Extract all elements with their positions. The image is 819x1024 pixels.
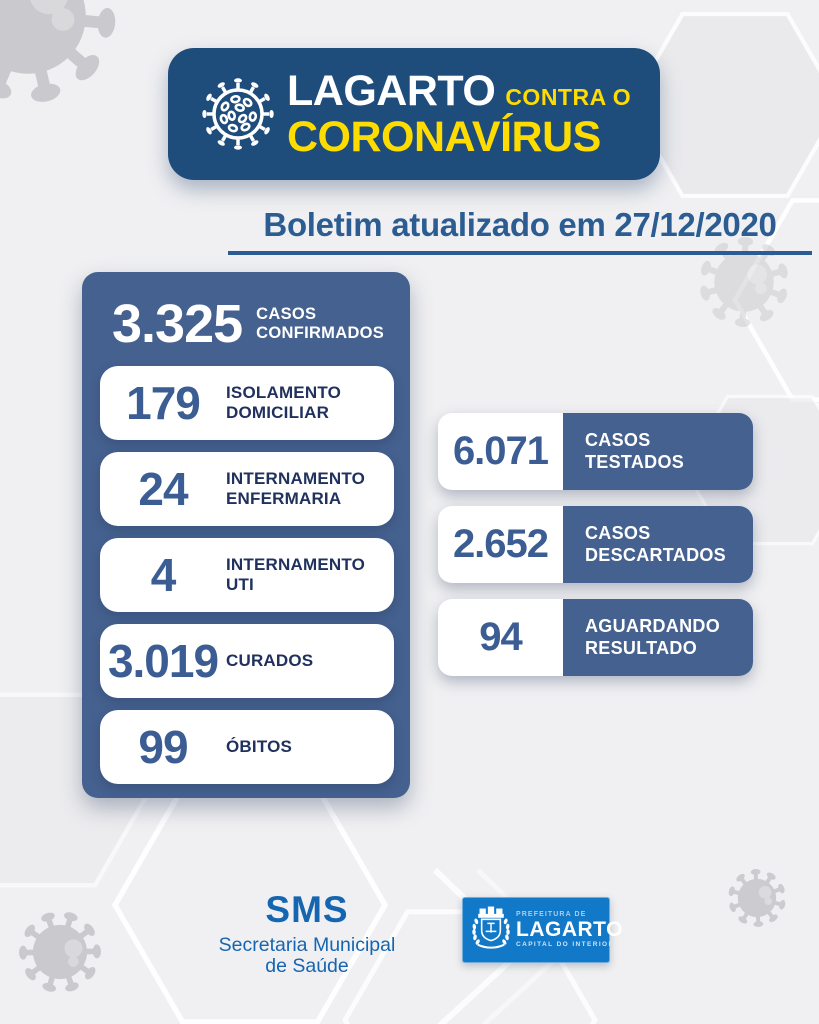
- panel-headline: [112, 292, 394, 356]
- stat-card-enfermaria: [100, 452, 394, 526]
- stat-value: 24: [138, 463, 188, 515]
- banner-titles: [287, 66, 632, 161]
- side-label: CASOS DESCARTADOS: [585, 522, 726, 565]
- side-label-wrap: [563, 506, 753, 583]
- banner-title-suffix: CONTRA O: [505, 83, 632, 110]
- sms-acronym: SMS: [265, 889, 349, 930]
- prefeitura-lagarto-logo: [462, 897, 623, 963]
- bulletin-date-heading: Boletim atualizado em 27/12/2020: [228, 206, 812, 255]
- stat-value: 3.019: [107, 635, 219, 687]
- side-card-testados: [438, 413, 753, 490]
- stat-card-uti: [100, 538, 394, 612]
- stat-label: ISOLAMENTO DOMICILIAR: [226, 382, 342, 422]
- stat-value: 4: [150, 549, 176, 601]
- stat-card-isolamento: [100, 366, 394, 440]
- stat-label: INTERNAMENTO UTI: [226, 554, 366, 594]
- side-cards: [438, 413, 753, 676]
- side-value: 2.652: [452, 522, 549, 566]
- confirmed-cases-panel: [82, 272, 410, 798]
- sms-line2: de Saúde: [265, 954, 349, 977]
- banner-title-line2: CORONAVÍRUS: [287, 112, 601, 161]
- side-value: 94: [479, 615, 522, 659]
- confirmed-cases-label: CASOS CONFIRMADOS: [256, 304, 385, 342]
- panel-cards: [82, 366, 410, 784]
- side-value: 6.071: [452, 429, 549, 473]
- confirmed-cases-value: 3.325: [112, 294, 243, 354]
- stat-label: CURADOS: [226, 650, 314, 670]
- stat-value: 179: [126, 377, 200, 429]
- side-card-descartados: [438, 506, 753, 583]
- banner-title-main: LAGARTO: [287, 66, 496, 115]
- sms-signature: [187, 891, 427, 976]
- stat-label: ÓBITOS: [226, 736, 293, 756]
- lagarto-coat-of-arms-icon: [471, 904, 511, 956]
- virus-icon: [196, 72, 280, 156]
- prefeitura-name: LAGARTO: [516, 918, 623, 942]
- side-label-wrap: [563, 413, 753, 490]
- prefeitura-top-label: PREFEITURA DE: [516, 911, 587, 919]
- side-card-aguardando: [438, 599, 753, 676]
- prefeitura-text: [516, 911, 623, 949]
- stat-card-curados: [100, 624, 394, 698]
- sms-line1: Secretaria Municipal: [218, 934, 396, 956]
- side-label: CASOS TESTADOS: [585, 429, 685, 472]
- stat-value: 99: [138, 721, 188, 773]
- side-label-wrap: [563, 599, 753, 676]
- stat-label: INTERNAMENTO ENFERMARIA: [226, 468, 366, 508]
- stat-card-obitos: [100, 710, 394, 784]
- prefeitura-bottom-label: CAPITAL DO INTERIOR: [516, 941, 615, 949]
- side-label: AGUARDANDO RESULTADO: [585, 615, 720, 658]
- campaign-banner: [168, 48, 660, 180]
